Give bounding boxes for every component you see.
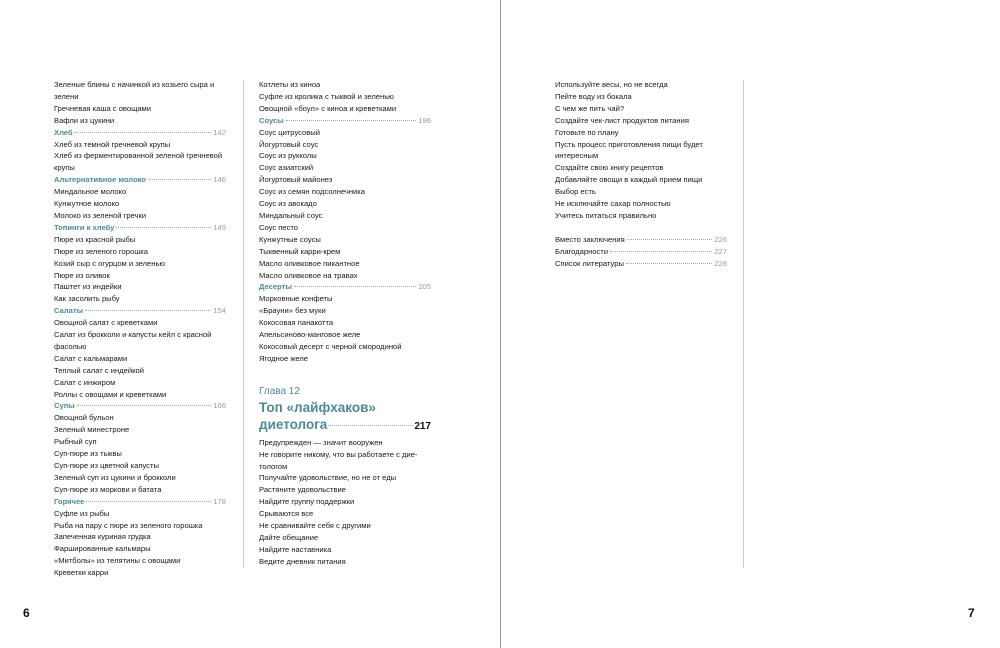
leader-dots xyxy=(77,405,212,406)
toc-section-title: Десерты xyxy=(259,282,292,292)
toc-entry[interactable]: Пюре из зеленого горошка xyxy=(54,246,148,256)
toc-entry[interactable]: Миндальное молоко xyxy=(54,187,127,197)
toc-page-number: 178 xyxy=(213,496,226,506)
toc-section-row[interactable] xyxy=(54,305,226,317)
toc-entry[interactable]: Соус азиатский xyxy=(259,163,314,173)
toc-entry[interactable]: Вафли из цукини xyxy=(54,115,115,125)
toc-section-title: Топинги к хлебу xyxy=(54,222,115,232)
toc-entry[interactable]: Масло оливковое пикантное xyxy=(259,258,360,268)
chapter-page: 217 xyxy=(414,420,431,432)
toc-page-number: 227 xyxy=(714,246,727,256)
toc-entry[interactable]: Запеченная куриная грудка xyxy=(54,532,151,542)
toc-entry[interactable]: Найдите наставника xyxy=(259,544,332,554)
leader-dots xyxy=(86,501,211,502)
toc-entry[interactable]: Учитесь питаться правильно xyxy=(555,210,657,220)
toc-entry[interactable]: Как засолить рыбу xyxy=(54,294,120,304)
toc-entry[interactable]: Соус цитрусовый xyxy=(259,127,320,137)
toc-section-title: Вместо заключения xyxy=(555,234,625,244)
toc-section-row[interactable] xyxy=(54,400,226,412)
toc-entry[interactable]: Теплый салат с индейкой xyxy=(54,365,144,375)
toc-entry[interactable]: Рыба на пару с пюре из зеленого горошка xyxy=(54,520,203,530)
toc-entry[interactable]: Миндальный соус xyxy=(259,210,323,220)
toc-entry[interactable]: Добавляйте овощи в каждый прием пищи xyxy=(555,175,703,185)
toc-column-1 xyxy=(54,79,226,579)
leader-dots xyxy=(116,227,211,228)
toc-entry[interactable]: Суфле из рыбы xyxy=(54,508,110,518)
toc-entry[interactable]: Молоко из зеленой гречки xyxy=(54,210,147,220)
toc-entry[interactable]: Паштет из индейки xyxy=(54,282,122,292)
toc-entry[interactable]: «Митболы» из телятины с овощами xyxy=(54,556,181,566)
toc-entry[interactable]: Соус песто xyxy=(259,222,298,232)
toc-section-title: Благодарности xyxy=(555,246,609,256)
toc-entry[interactable]: Готовьте по плану xyxy=(555,127,619,137)
leader-dots xyxy=(610,251,712,252)
leader-dots xyxy=(85,310,211,311)
toc-entry[interactable]: Овощной бульон xyxy=(54,413,114,423)
toc-entry[interactable]: Козий сыр с огурцом и зеленью xyxy=(54,258,166,268)
toc-entry[interactable]: Суп-пюре из тыквы xyxy=(54,449,122,459)
leader-dots xyxy=(627,239,713,240)
toc-entry[interactable]: Салат с инжиром xyxy=(54,377,116,387)
toc-entry[interactable]: Дайте обещание xyxy=(259,533,319,542)
toc-page-number: 154 xyxy=(213,306,226,316)
toc-entry[interactable]: Не сравнивайте себя с другими xyxy=(259,521,371,531)
toc-entry[interactable]: Зеленые блины с начинкой из козьего сыра и зелени xyxy=(54,80,215,101)
toc-entry[interactable]: Суфле из кролика с тыквой и зеленью xyxy=(259,91,394,101)
toc-page-number: 196 xyxy=(418,115,431,125)
toc-page-number: 142 xyxy=(213,127,226,137)
toc-entry[interactable]: Овощной «боул» с киноа и креветками xyxy=(259,103,397,113)
toc-entry[interactable]: Ведите дневник питания xyxy=(259,556,346,566)
toc-entry[interactable]: Кокосовый десерт с черной смородиной xyxy=(259,341,402,351)
toc-section-row[interactable] xyxy=(54,222,226,234)
toc-entry[interactable]: Найдите группу поддержки xyxy=(259,497,355,507)
toc-entry[interactable]: Пюре из оливок xyxy=(54,270,110,280)
chapter-label: Глава 12 xyxy=(259,385,300,397)
toc-section-title: Горячее xyxy=(54,496,85,506)
toc-entry[interactable]: Кокосовая панакотта xyxy=(259,318,334,328)
toc-page-number: 226 xyxy=(714,234,727,244)
toc-entry[interactable]: Кунжутное молоко xyxy=(54,199,120,209)
toc-entry[interactable]: Морковные конфеты xyxy=(259,294,333,304)
toc-entry[interactable]: Растяните удовольствие xyxy=(259,485,346,495)
toc-section-row[interactable] xyxy=(54,174,226,186)
toc-entry[interactable]: Хлеб из темной гречневой крупы xyxy=(54,139,171,149)
leader-dots xyxy=(286,120,417,121)
toc-entry[interactable]: Пюре из красной рыбы xyxy=(54,234,136,244)
leader-dots xyxy=(75,132,212,133)
toc-column-2 xyxy=(259,79,431,568)
chapter-title-line2: диетолога xyxy=(259,416,328,432)
toc-page-number: 146 xyxy=(213,175,226,185)
toc-entry[interactable]: Зеленый минестроне xyxy=(54,425,130,435)
toc-entry[interactable]: Тыквенный карри-крем xyxy=(259,246,341,256)
toc-section-row[interactable] xyxy=(259,281,431,293)
column-divider xyxy=(743,80,744,568)
book-spine xyxy=(500,0,501,648)
toc-page-number: 228 xyxy=(714,258,727,268)
toc-section-row[interactable] xyxy=(54,496,226,508)
toc-entry[interactable]: Ягодное желе xyxy=(259,353,309,363)
toc-entry[interactable]: Фаршированные кальмары xyxy=(54,544,151,554)
page-number-right: 7 xyxy=(968,606,975,620)
toc-entry[interactable]: Срываются все xyxy=(259,509,314,519)
leader-dots xyxy=(148,179,211,180)
toc-page-number: 149 xyxy=(213,222,226,232)
toc-entry[interactable]: Гречневая каша с овощами xyxy=(54,103,152,113)
chapter-title-row xyxy=(259,416,431,433)
toc-entry[interactable]: Котлеты из киноа xyxy=(259,80,321,89)
toc-entry[interactable]: Создайте свою книгу рецептов xyxy=(555,163,664,173)
toc-entry[interactable]: Соус из авокадо xyxy=(259,199,317,209)
page-number-left: 6 xyxy=(23,606,30,620)
chapter-title-line1: Топ «лайфхаков» xyxy=(259,399,376,415)
toc-entry[interactable]: Соус из рукколы xyxy=(259,151,317,161)
toc-entry[interactable]: Получайте удовольствие, но не от еды xyxy=(259,473,397,483)
toc-entry[interactable]: Йогуртовый майонез xyxy=(259,175,333,185)
toc-section-title: Супы xyxy=(54,401,75,411)
toc-entry[interactable]: Предупрежден — значит вооружен xyxy=(259,437,383,447)
toc-column-3 xyxy=(555,79,727,270)
toc-page-number: 205 xyxy=(418,282,431,292)
toc-section-title: Салаты xyxy=(54,306,84,316)
toc-section-row[interactable] xyxy=(555,258,727,270)
toc-section-title: Альтернативное молоко xyxy=(54,175,146,185)
toc-entry[interactable]: Пусть процесс приготовления пищи будет интересным xyxy=(555,139,703,161)
toc-section-row[interactable] xyxy=(555,234,727,246)
toc-section-title: Список литературы xyxy=(555,258,624,268)
toc-entry[interactable]: Овощной салат с креветками xyxy=(54,318,158,328)
toc-entry[interactable]: Кунжутные соусы xyxy=(259,234,321,244)
toc-entry[interactable]: Креветки карри xyxy=(54,568,109,578)
column-divider xyxy=(243,80,244,568)
toc-entry[interactable]: Используйте весы, но не всегда xyxy=(555,80,668,89)
leader-dots xyxy=(328,425,413,426)
toc-section-row[interactable] xyxy=(54,127,226,139)
toc-section-row[interactable] xyxy=(259,115,431,127)
toc-section-title: Соусы xyxy=(259,115,284,125)
toc-entry[interactable]: Суп-пюре из моркови и батата xyxy=(54,484,162,494)
toc-entry[interactable]: Йогуртовый соус xyxy=(259,139,319,149)
toc-entry[interactable]: Создайте чек-лист продуктов питания xyxy=(555,115,689,125)
toc-entry[interactable]: Соус из семян подсолнечника xyxy=(259,187,365,197)
toc-entry[interactable]: С чем же пить чай? xyxy=(555,103,625,113)
toc-entry[interactable]: Не исключайте сахар полностью xyxy=(555,199,671,209)
toc-entry[interactable]: Салат с кальмарами xyxy=(54,353,128,363)
toc-entry[interactable]: Роллы с овощами и креветками xyxy=(54,389,167,399)
toc-entry[interactable]: Рыбный суп xyxy=(54,437,97,447)
toc-entry[interactable]: Апельсиново-манговое желе xyxy=(259,330,361,340)
toc-entry[interactable]: Масло оливковое на травах xyxy=(259,270,358,280)
spacer xyxy=(555,222,727,234)
toc-section-title: Хлеб xyxy=(54,127,73,137)
toc-entry[interactable]: Салат из брокколи и капусты кейл с красной фасолью xyxy=(54,330,212,351)
toc-section-row[interactable] xyxy=(555,246,727,258)
toc-entry[interactable]: Выбор есть xyxy=(555,187,596,197)
toc-entry[interactable]: Зеленый суп из цукини и брокколи xyxy=(54,472,176,482)
toc-entry[interactable]: Пейте воду из бокала xyxy=(555,91,632,101)
leader-dots xyxy=(294,286,417,287)
toc-entry[interactable]: «Брауни» без муки xyxy=(259,306,326,316)
toc-entry[interactable]: Не говорите никому, что вы работаете с дие-тологом xyxy=(259,449,418,471)
leader-dots xyxy=(626,263,712,264)
toc-page-number: 166 xyxy=(213,401,226,411)
toc-entry[interactable]: Суп-пюре из цветной капусты xyxy=(54,461,159,470)
toc-entry[interactable]: Хлеб из ферментированной зеленой гречневой крупы xyxy=(54,151,223,173)
